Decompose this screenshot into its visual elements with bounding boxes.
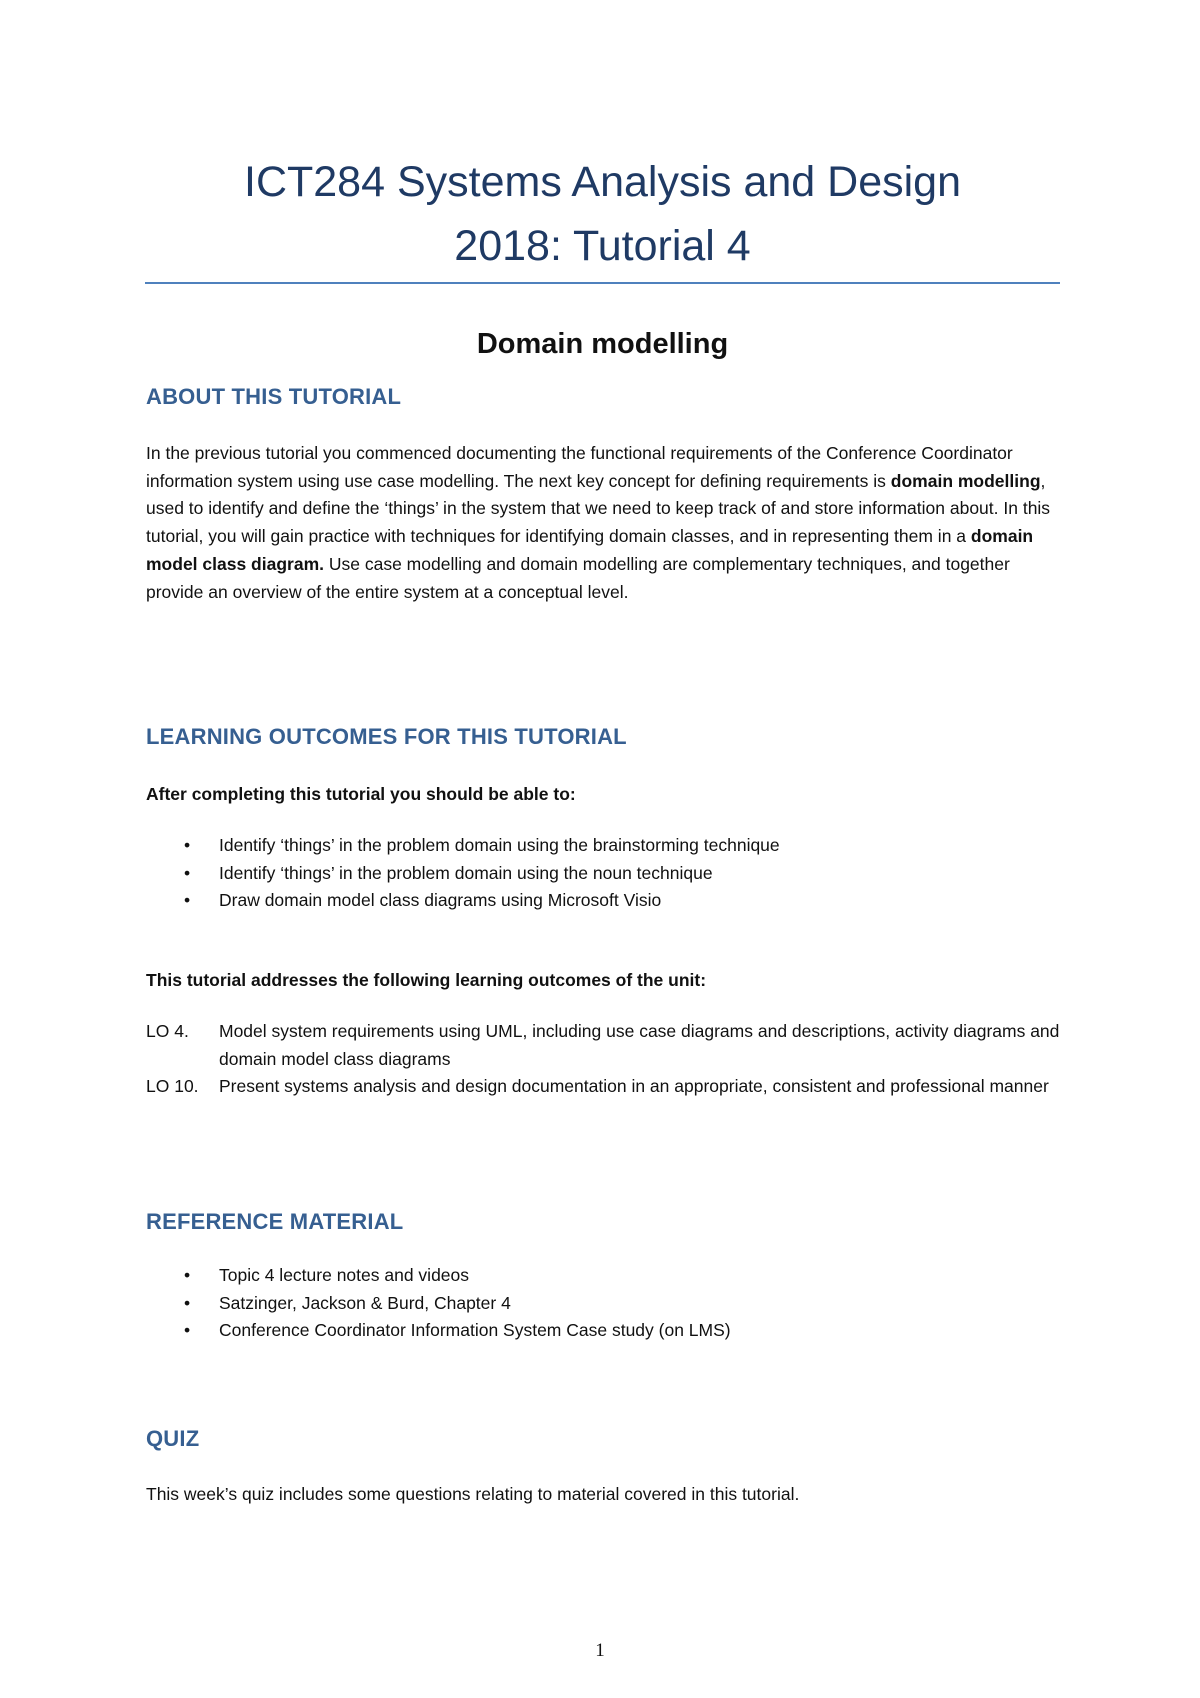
outcome-text: Model system requirements using UML, including use case diagrams and descriptions, activity diagrams and domain model class diagrams [219, 1021, 1060, 1069]
quiz-text: This week’s quiz includes some questions relating to material covered in this tutorial. [146, 1484, 800, 1504]
outcome-row [146, 1073, 1066, 1101]
outcome-row [146, 1018, 1066, 1073]
reference-heading: REFERENCE MATERIAL [146, 1209, 404, 1234]
title-line-2: 2018: Tutorial 4 [454, 222, 751, 270]
list-item-text: Conference Coordinator Information System Case study (on LMS) [219, 1320, 731, 1341]
list-item [146, 1317, 731, 1345]
outcome-number: LO 10. [146, 1076, 199, 1097]
list-item [146, 887, 780, 915]
list-item-text: Identify ‘things’ in the problem domain using the noun technique [219, 862, 713, 883]
learning-lead: After completing this tutorial you should be able to: [146, 784, 576, 804]
about-paragraph [146, 440, 1066, 606]
about-bold-2: domain model class diagram. [146, 526, 1034, 574]
list-item-text: Draw domain model class diagrams using Microsoft Visio [219, 890, 662, 911]
bullet-icon: • [184, 890, 191, 911]
outcome-text: Present systems analysis and design documentation in an appropriate, consistent and professional manner [219, 1076, 1049, 1097]
bullet-icon: • [184, 1265, 191, 1285]
list-item-text: Identify ‘things’ in the problem domain using the brainstorming technique [219, 835, 780, 855]
about-text-3: Use case modelling and domain modelling are complementary techniques, and together provide an overview of the entire system at a conceptual level. [146, 553, 1010, 602]
list-item [146, 860, 780, 888]
bullet-icon: • [184, 1320, 191, 1341]
list-item [146, 1262, 731, 1290]
list-item-text: Satzinger, Jackson & Burd, Chapter 4 [219, 1292, 511, 1313]
outcome-number: LO 4. [146, 1021, 189, 1041]
bullet-icon: • [184, 862, 191, 883]
about-text-2: , used to identify and define the ‘things’ in the system that we need to keep track of and store information about. In this tutorial, you will gain practice with techniques for identifying domain classes, and in representing them in a [146, 470, 1051, 547]
title-divider [145, 282, 1060, 284]
bullet-icon: • [184, 835, 191, 855]
list-item [146, 1290, 731, 1318]
document-title [145, 150, 1060, 278]
learning-heading: LEARNING OUTCOMES FOR THIS TUTORIAL [146, 724, 627, 749]
list-item [146, 832, 780, 860]
quiz-heading: QUIZ [146, 1426, 200, 1451]
document-subtitle: Domain modelling [476, 328, 729, 360]
about-bold-1: domain modelling [890, 470, 1041, 491]
unit-outcomes-list [146, 1018, 1066, 1101]
about-text-1: In the previous tutorial you commenced documenting the functional requirements of the Conference Coordinator information system using use case modelling. The next key concept for defining requirements is [146, 443, 1013, 491]
learning-list [146, 832, 780, 915]
about-heading: ABOUT THIS TUTORIAL [146, 384, 402, 409]
reference-list [146, 1262, 731, 1345]
unit-outcomes-lead: This tutorial addresses the following learning outcomes of the unit: [146, 970, 707, 990]
title-line-1: ICT284 Systems Analysis and Design [244, 158, 961, 206]
page-number: 1 [595, 1640, 605, 1661]
list-item-text: Topic 4 lecture notes and videos [219, 1265, 470, 1285]
bullet-icon: • [184, 1292, 191, 1313]
